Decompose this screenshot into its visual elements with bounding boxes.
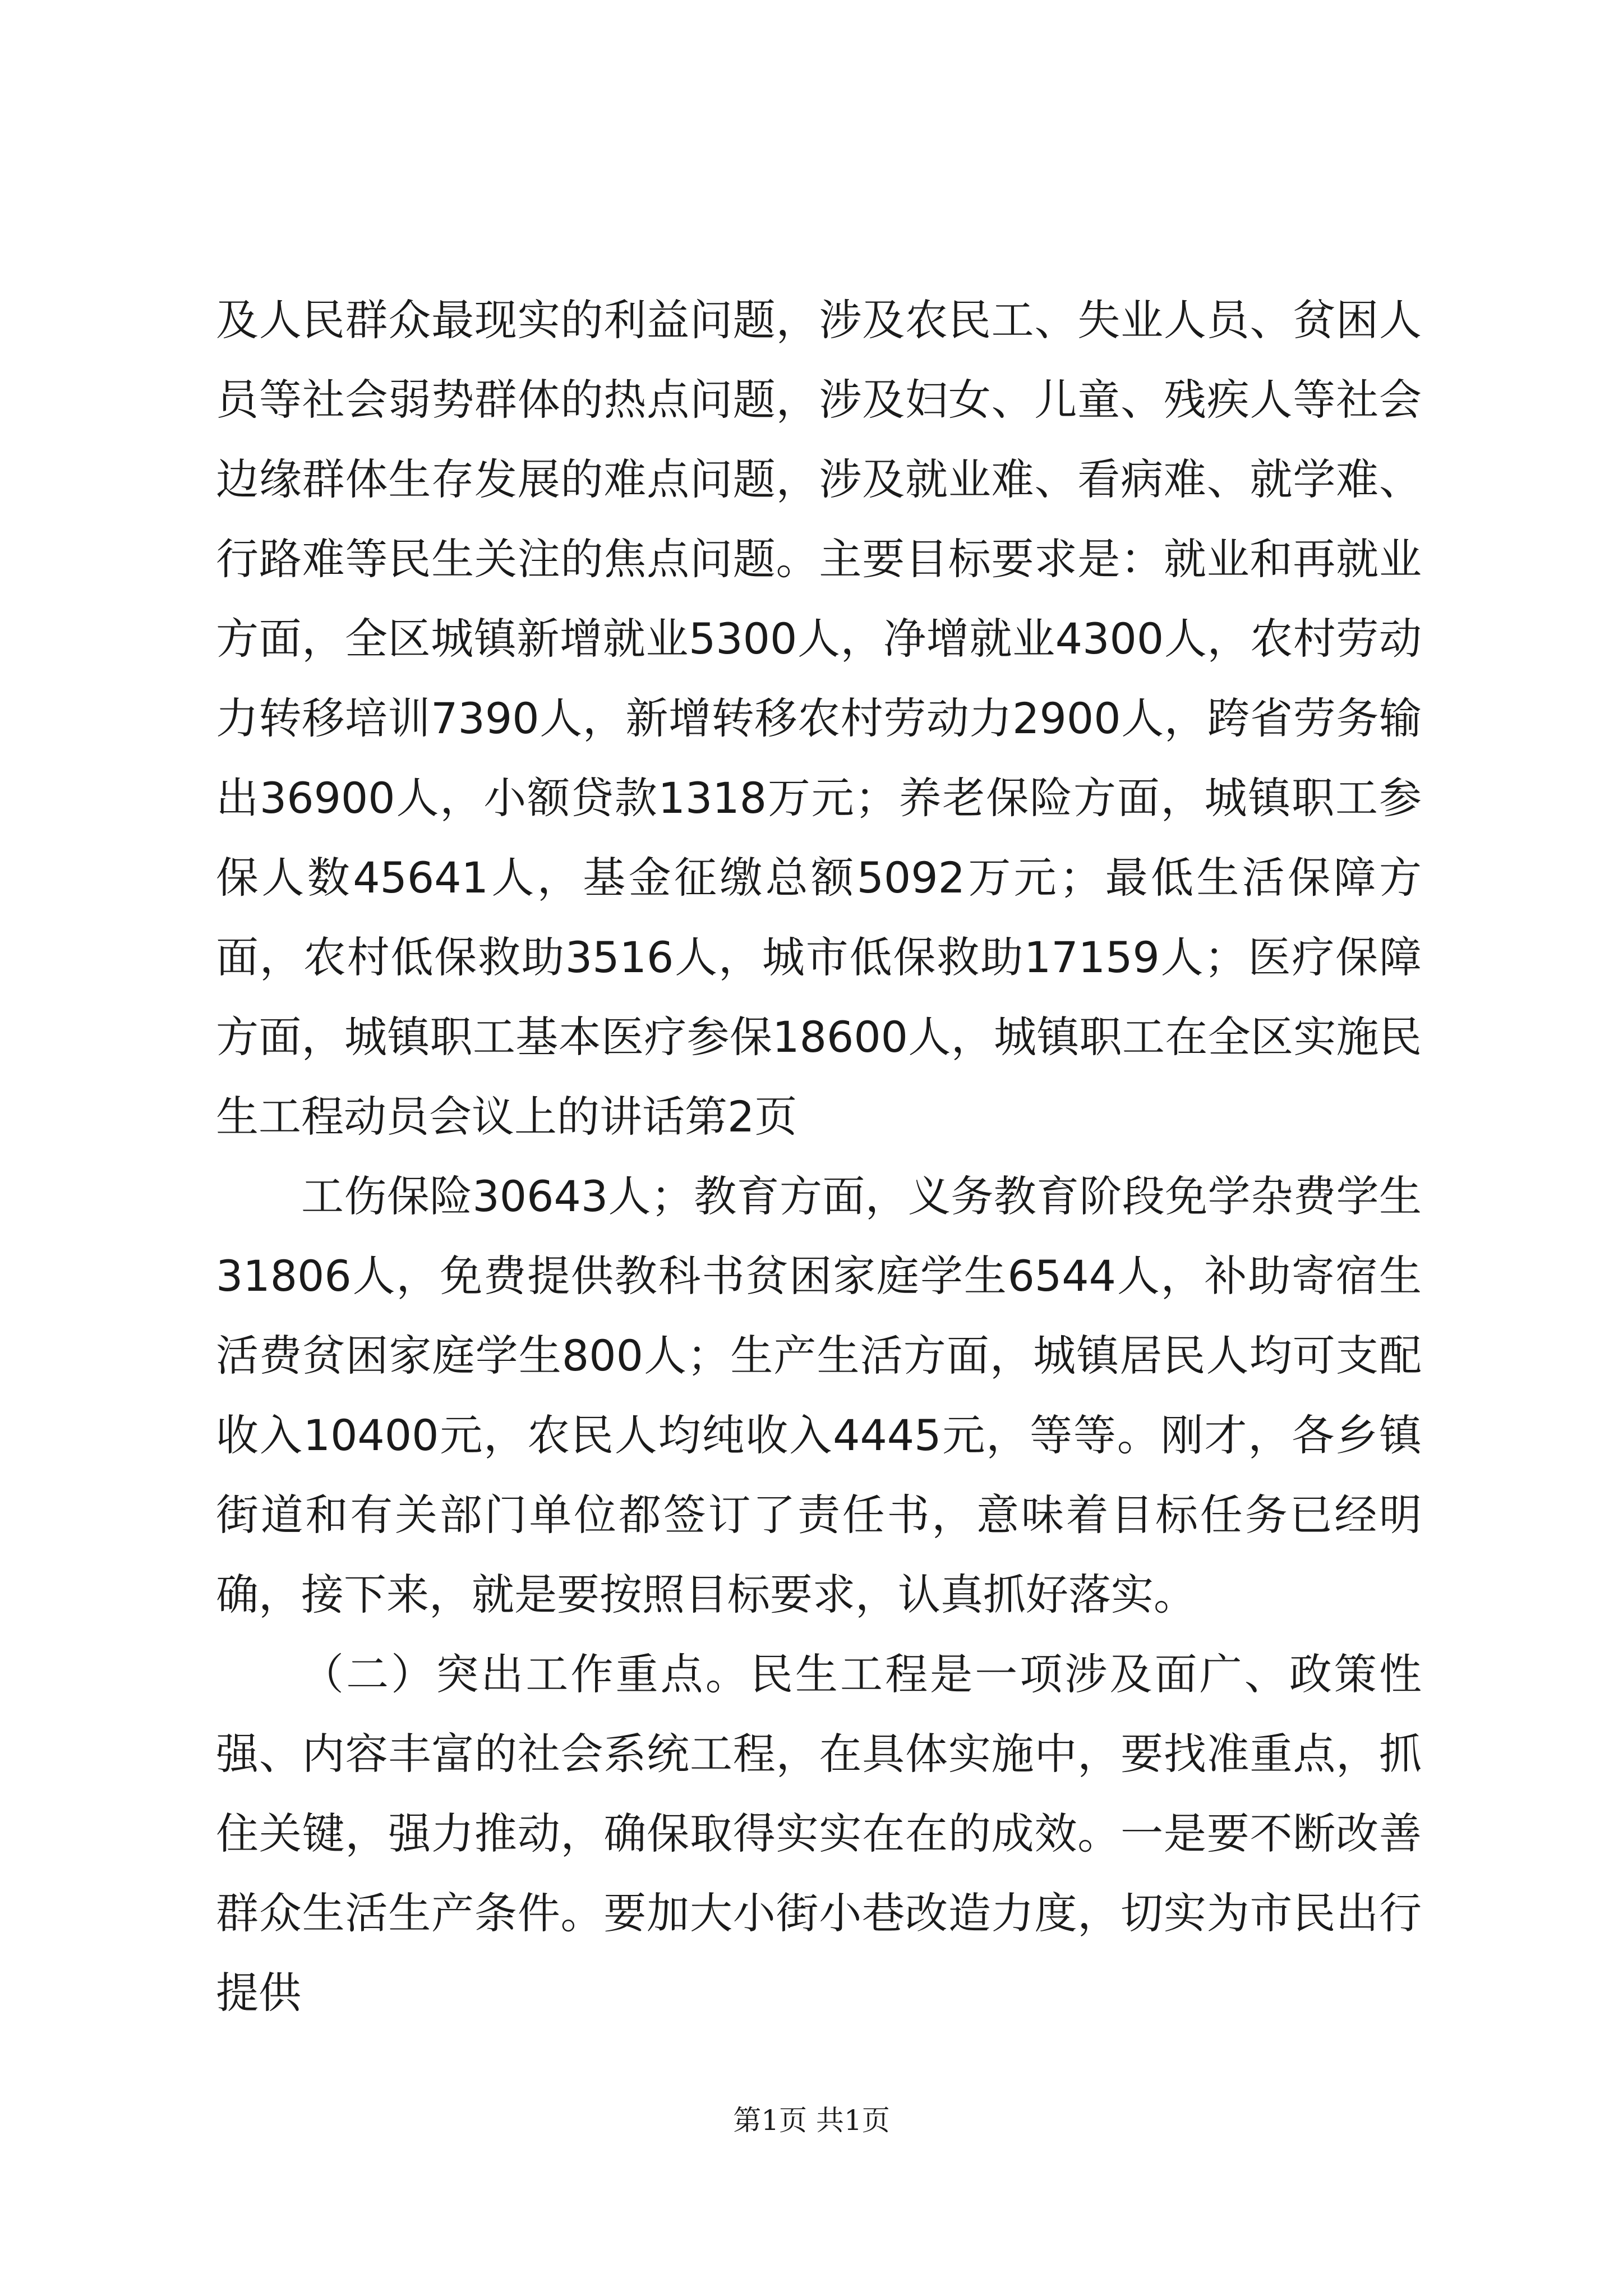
page-footer: 第1页 共1页 [733, 2104, 890, 2137]
paragraph-work-injury: 工伤保险30643人；教育方面，义务教育阶段免学杂费学生31806人，免费提供教科书贫困家庭学生6544人，补助寄宿生活费贫困家庭学生800人；生产生活方面，城镇居民人均可支配收入10400元，农民人均纯收入4445元，等等。刚才，各乡镇街道和有关部门单位都签订了责任书，意味着目标任务已经明确，接下来，就是要按照目标要求，认真抓好落实。 [216, 1171, 1422, 1619]
document-body [216, 280, 1422, 2033]
paragraph-continuation: 及人民群众最现实的利益问题，涉及农民工、失业人员、贫困人员等社会弱势群体的热点问题，涉及妇女、儿童、残疾人等社会边缘群体生存发展的难点问题，涉及就业难、看病难、就学难、行路难等民生关注的焦点问题。主要目标要求是：就业和再就业方面，全区城镇新增就业5300人，净增就业4300人，农村劳动力转移培训7390人，新增转移农村劳动力2900人，跨省劳务输出36900人，小额贷款1318万元；养老保险方面，城镇职工参保人数45641人，基金征缴总额5092万元；最低生活保障方面，农村低保救助3516人，城市低保救助17159人；医疗保障方面，城镇职工基本医疗参保18600人，城镇职工在全区实施民生工程动员会议上的讲话第2页 [216, 295, 1422, 1142]
paragraph-work-focus: （二）突出工作重点。民生工程是一项涉及面广、政策性强、内容丰富的社会系统工程，在具体实施中，要找准重点，抓住关键，强力推动，确保取得实实在在的成效。一是要不断改善群众生活生产条件。要加大小街小巷改造力度，切实为市民出行提供 [216, 1649, 1422, 2018]
